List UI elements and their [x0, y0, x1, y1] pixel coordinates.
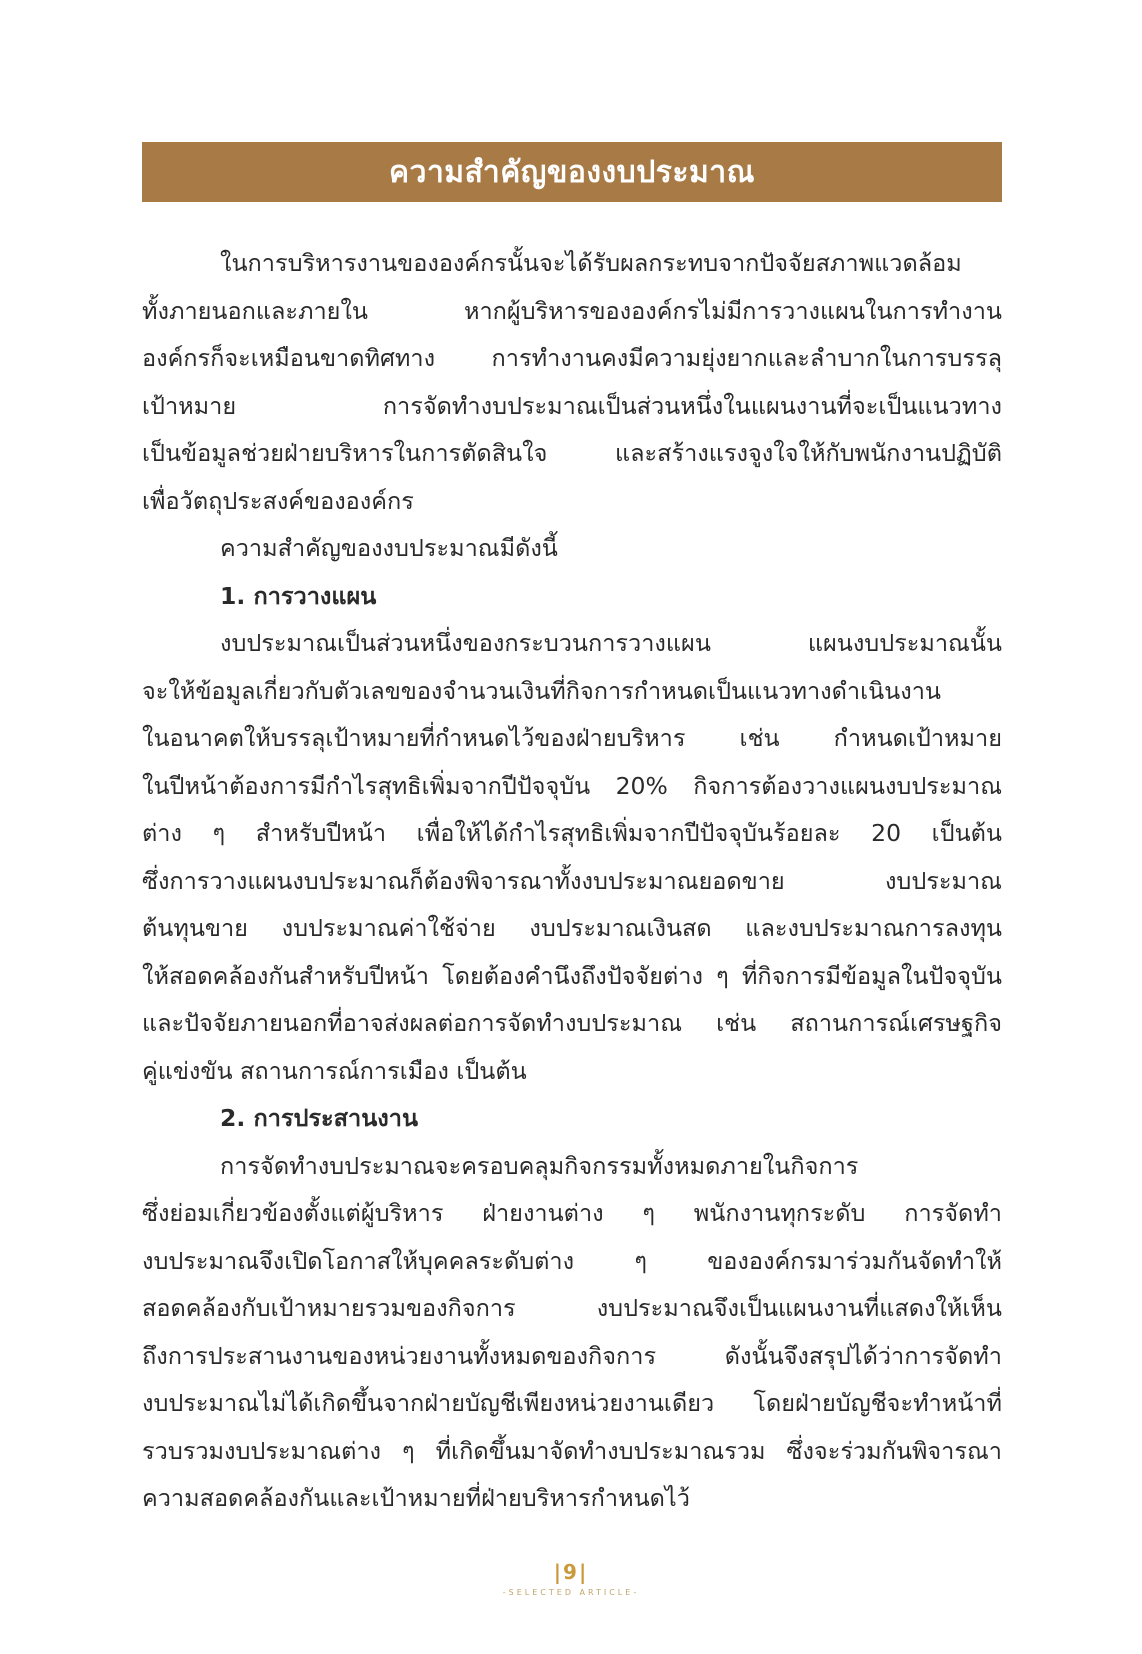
body-line: ซึ่งย่อมเกี่ยวข้องตั้งแต่ผู้บริหาร ฝ่ายงานต่าง ๆ พนักงานทุกระดับ การจัดทำ — [142, 1199, 1002, 1227]
body-line: ในอนาคตให้บรรลุเป้าหมายที่กำหนดไว้ของฝ่ายบริหาร เช่น กำหนดเป้าหมาย — [142, 724, 1002, 752]
section-heading-coordination: 2. การประสานงาน — [220, 1104, 419, 1132]
body-line: งบประมาณจึงเปิดโอกาสให้บุคคลระดับต่าง ๆ ขององค์กรมาร่วมกันจัดทำให้ — [142, 1246, 1002, 1275]
body-line: จะให้ข้อมูลเกี่ยวกับตัวเลขของจำนวนเงินที่กิจการกำหนดเป็นแนวทางดำเนินงาน — [142, 676, 941, 705]
body-line: งบประมาณเป็นส่วนหนึ่งของกระบวนการวางแผน แผนงบประมาณนั้น — [220, 629, 1002, 657]
body-line: สอดคล้องกับเป้าหมายรวมของกิจการ งบประมาณจึงเป็นแผนงานที่แสดงให้เห็น — [142, 1294, 1002, 1322]
body-line: เพื่อวัตถุประสงค์ขององค์กร — [142, 486, 414, 515]
page-title: ความสำคัญของงบประมาณ — [389, 154, 755, 190]
body-line: ต่าง ๆ สำหรับปีหน้า เพื่อให้ได้กำไรสุทธิเพิ่มจากปีปัจจุบันร้อยละ 20 เป็นต้น — [142, 819, 1002, 847]
page-footer — [0, 1560, 1142, 1597]
body-line: รวบรวมงบประมาณต่าง ๆ ที่เกิดขึ้นมาจัดทำงบประมาณรวม ซึ่งจะร่วมกันพิจารณา — [142, 1436, 1002, 1465]
body-line: ให้สอดคล้องกันสำหรับปีหน้า โดยต้องคำนึงถึงปัจจัยต่าง ๆ ที่กิจการมีข้อมูลในปัจจุบัน — [142, 961, 1002, 990]
footer-label: -SELECTED ARTICLE- — [502, 1588, 640, 1597]
page-number: |9| — [553, 1560, 589, 1584]
article-body — [142, 240, 1002, 1523]
body-line: งบประมาณไม่ได้เกิดขึ้นจากฝ่ายบัญชีเพียงหน่วยงานเดียว โดยฝ่ายบัญชีจะทำหน้าที่ — [142, 1389, 1002, 1417]
body-line: เป็นข้อมูลช่วยฝ่ายบริหารในการตัดสินใจ และสร้างแรงจูงใจให้กับพนักงานปฏิบัติ — [142, 439, 1002, 467]
body-line: ความสำคัญของงบประมาณมีดังนี้ — [220, 534, 558, 562]
body-line: ในปีหน้าต้องการมีกำไรสุทธิเพิ่มจากปีปัจจุบัน 20% กิจการต้องวางแผนงบประมาณ — [142, 771, 1002, 800]
body-line: ถึงการประสานงานของหน่วยงานทั้งหมดของกิจการ ดังนั้นจึงสรุปได้ว่าการจัดทำ — [142, 1341, 1002, 1370]
body-line: ต้นทุนขาย งบประมาณค่าใช้จ่าย งบประมาณเงินสด และงบประมาณการลงทุน — [142, 914, 1002, 942]
body-line: ในการบริหารงานขององค์กรนั้นจะได้รับผลกระทบจากปัจจัยสภาพแวดล้อม — [220, 249, 962, 277]
section-heading-planning: 1. การวางแผน — [220, 581, 377, 610]
title-banner — [142, 142, 1002, 202]
body-line: คู่แข่งขัน สถานการณ์การเมือง เป็นต้น — [142, 1056, 527, 1085]
body-line: ทั้งภายนอกและภายใน หากผู้บริหารขององค์กรไม่มีการวางแผนในการทำงาน — [142, 296, 1002, 325]
body-line: เป้าหมาย การจัดทำงบประมาณเป็นส่วนหนึ่งในแผนงานที่จะเป็นแนวทาง — [142, 391, 1002, 420]
body-line: องค์กรก็จะเหมือนขาดทิศทาง การทำงานคงมีความยุ่งยากและลำบากในการบรรลุ — [142, 344, 1002, 372]
body-line: ความสอดคล้องกันและเป้าหมายที่ฝ่ายบริหารกำหนดไว้ — [142, 1484, 690, 1512]
body-line: การจัดทำงบประมาณจะครอบคลุมกิจกรรมทั้งหมดภายในกิจการ — [220, 1151, 859, 1180]
body-line: และปัจจัยภายนอกที่อาจส่งผลต่อการจัดทำงบประมาณ เช่น สถานการณ์เศรษฐกิจ — [142, 1009, 1002, 1037]
body-line: ซึ่งการวางแผนงบประมาณก็ต้องพิจารณาทั้งงบประมาณยอดขาย งบประมาณ — [142, 866, 1002, 895]
